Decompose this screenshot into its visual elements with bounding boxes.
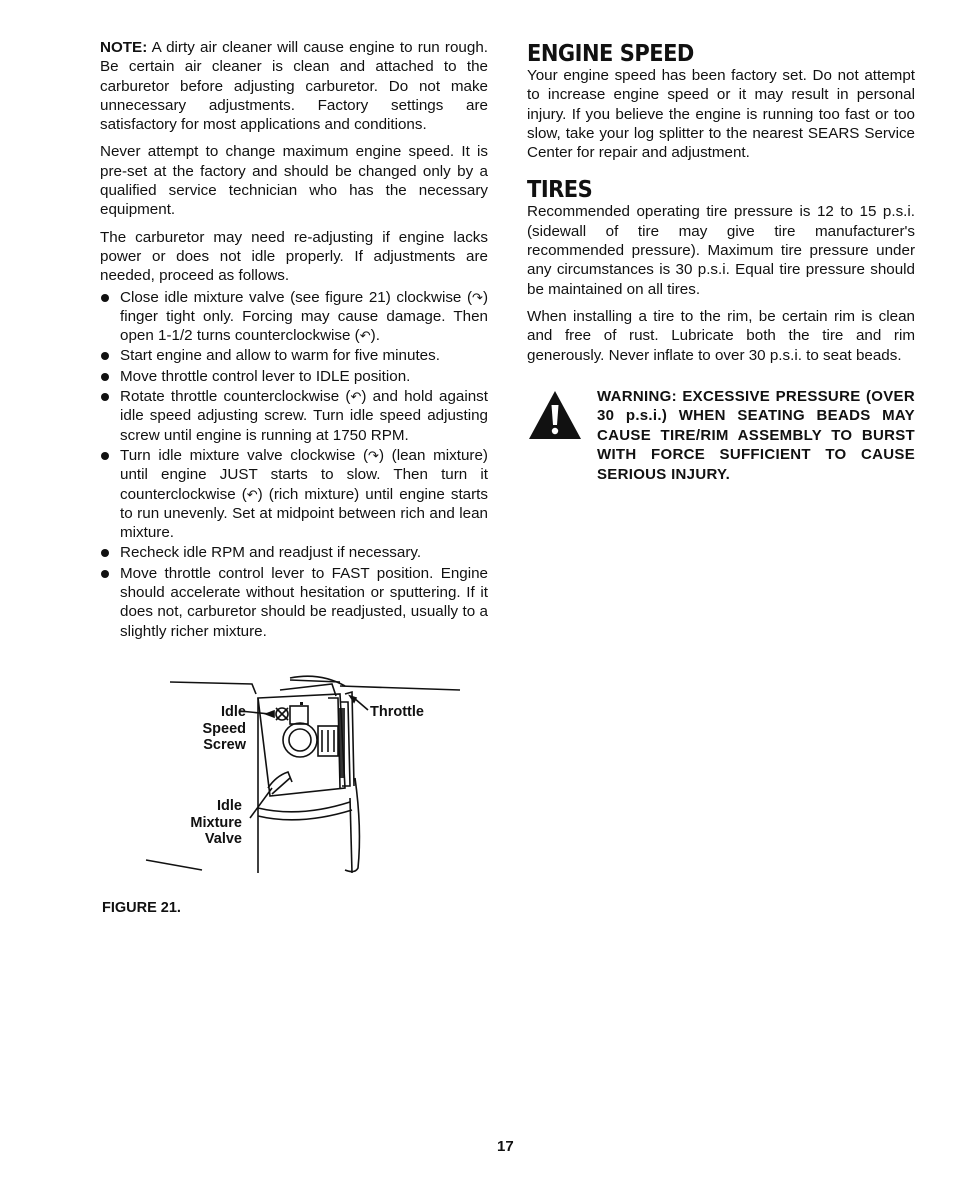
idle-speed-screw-label: Idle Speed Screw	[202, 704, 246, 753]
list-item: Rotate throttle counterclockwise (↶) and hold against idle speed adjusting screw. Turn idle speed adjusting screw until engine is running at 1750 RPM.	[100, 387, 488, 445]
note-paragraph	[100, 38, 488, 134]
bullet-icon	[101, 393, 109, 401]
max-speed-paragraph: Never attempt to change maximum engine speed. It is pre-set at the factory and should be changed only by a qualified service technician who has the necessary equipment.	[100, 143, 488, 219]
adjustment-steps-list	[100, 288, 488, 641]
bullet-icon	[101, 352, 109, 360]
warning-box	[527, 387, 915, 487]
counterclockwise-arrow-icon: ↶	[246, 486, 258, 502]
list-item: Move throttle control lever to FAST position. Engine should accelerate without hesitation or sputtering. If it does not, carburetor should be readjusted, usually to a slightly richer mixture.	[100, 564, 488, 641]
bullet-icon	[101, 373, 109, 381]
list-item: Close idle mixture valve (see figure 21) clockwise (↷) finger tight only. Forcing may cause damage. Then open 1-1/2 turns counterclockwise (↶).	[100, 288, 488, 346]
warning-triangle-icon	[527, 389, 583, 441]
list-item: Turn idle mixture valve clockwise (↷) (lean mixture) until engine JUST starts to slow. Then turn it counterclockwise (↶) (rich mixture) until engine starts to run unevenly. Set at midpoint between rich and lean mixture.	[100, 446, 488, 542]
right-column	[527, 40, 915, 487]
left-column	[100, 38, 488, 642]
counterclockwise-arrow-icon: ↶	[350, 389, 362, 405]
clockwise-arrow-icon: ↷	[472, 289, 483, 305]
counterclockwise-arrow-icon: ↶	[359, 328, 371, 344]
figure-caption: FIGURE 21.	[102, 900, 181, 916]
carburetor-paragraph: The carburetor may need re-adjusting if engine lacks power or does not idle properly. If adjustments are needed, proceed as follows.	[100, 228, 488, 285]
note-body: A dirty air cleaner will cause engine to run rough. Be certain air cleaner is clean and attached to the carburetor before adjusting carburetor. Do not make unnecessary adjustments. Factory settings are satisfactory for most applications and conditions.	[100, 39, 488, 134]
bullet-icon	[101, 452, 109, 460]
tires-install-paragraph: When installing a tire to the rim, be certain rim is clean and free of rust. Lubricate both the tire and rim generously. Never inflate to over 30 p.s.i. to seat beads.	[527, 307, 915, 364]
bullet-icon	[101, 294, 109, 302]
list-item: Start engine and allow to warm for five minutes.	[100, 346, 488, 365]
warning-text: WARNING: EXCESSIVE PRESSURE (OVER 30 p.s.i.) WHEN SEATING BEADS MAY CAUSE TIRE/RIM ASSEMBLY TO BURST WITH FORCE SUFFICIENT TO CAUSE SERIOUS INJURY.	[597, 387, 915, 483]
carburetor-illustration	[140, 668, 470, 883]
page-number: 17	[497, 1138, 514, 1155]
note-lead: NOTE:	[100, 39, 148, 56]
figure-21	[140, 668, 470, 883]
idle-mixture-valve-label: Idle Mixture Valve	[190, 798, 242, 847]
tires-pressure-paragraph: Recommended operating tire pressure is 12 to 15 p.s.i. (sidewall of tire may give tire manufacturer's recommended pressure). Maximum tire pressure under any circumstances is 30 p.s.i. Equal tire pressure should be maintained on all tires.	[527, 203, 915, 298]
clockwise-arrow-icon: ↷	[368, 447, 379, 463]
list-item: Move throttle control lever to IDLE position.	[100, 367, 488, 386]
list-item: Recheck idle RPM and readjust if necessary.	[100, 543, 488, 562]
engine-speed-paragraph: Your engine speed has been factory set. Do not attempt to increase engine speed or it may result in personal injury. If you believe the engine is running too fast or too slow, take your log splitter to the nearest SEARS Service Center for repair and adjustment.	[527, 67, 915, 162]
throttle-label: Throttle	[370, 704, 424, 720]
tires-heading: TIRES	[527, 176, 593, 203]
bullet-icon	[101, 570, 109, 578]
bullet-icon	[101, 549, 109, 557]
engine-speed-heading: ENGINE SPEED	[527, 40, 694, 67]
